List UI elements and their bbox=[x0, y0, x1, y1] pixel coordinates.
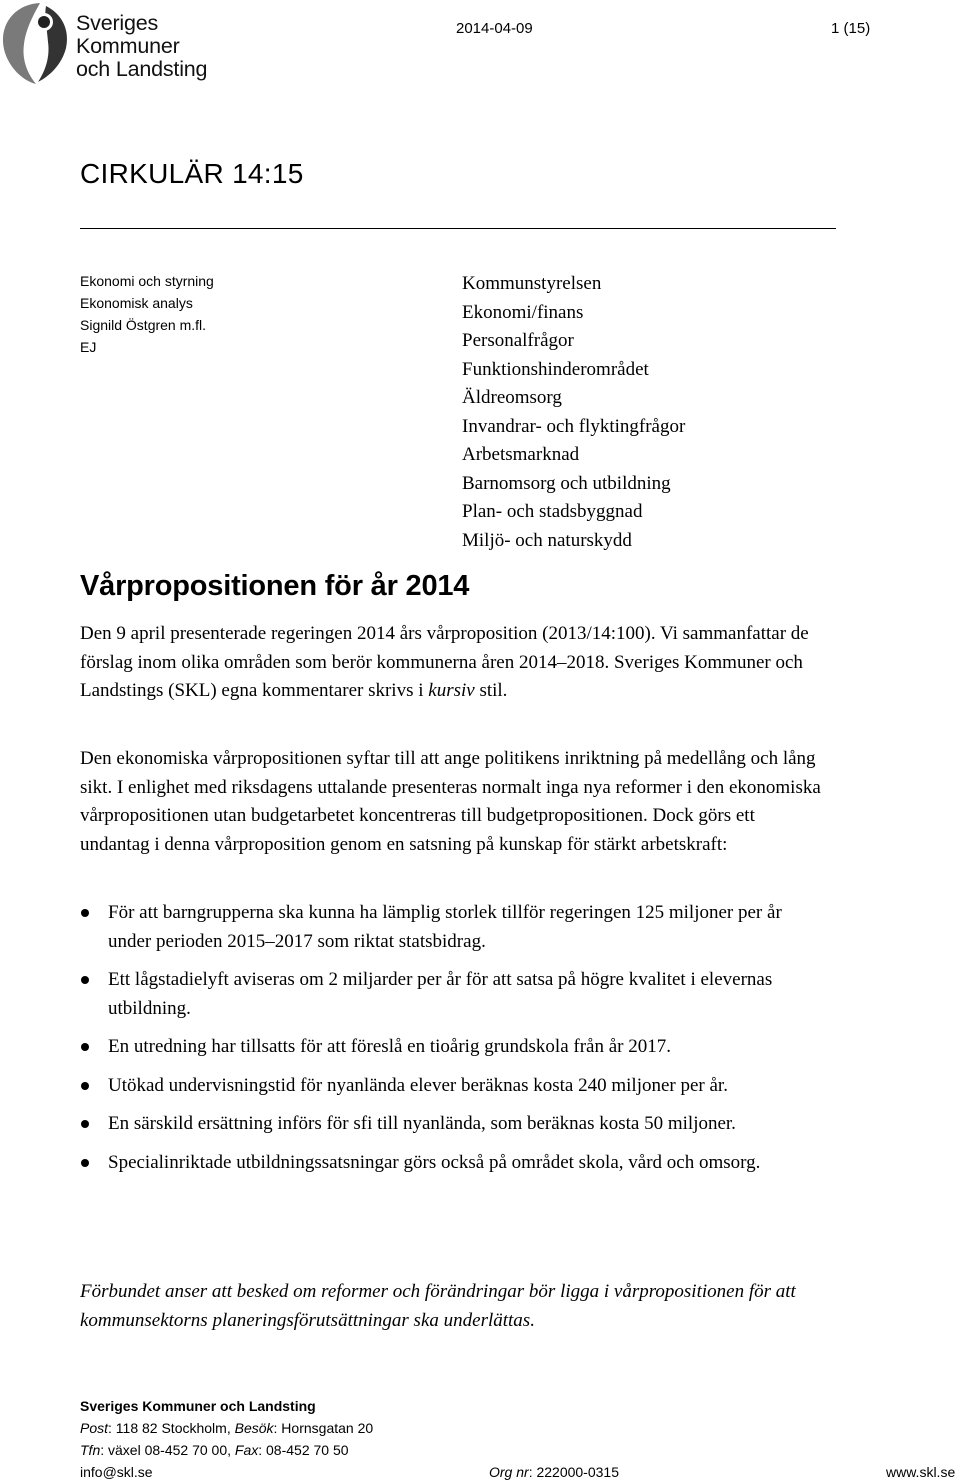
intro-text: Den 9 april presenterade regeringen 2014 års vårproposition (2013/14:100). Vi sammanfattar de förslag inom olika områden som berör kommunerna åren 2014–2018. Sveriges Kommuner och Landstings (SKL) egna kommentarer skrivs i bbox=[80, 623, 809, 701]
document-date: 2014-04-09 bbox=[456, 20, 533, 37]
recipient-item: Invandrar- och flyktingfrågor bbox=[462, 415, 686, 437]
footer-fax-label: Fax bbox=[234, 1442, 259, 1458]
bullet-icon bbox=[81, 1043, 89, 1051]
recipient-item: Miljö- och naturskydd bbox=[462, 529, 632, 551]
footer-visit-label: Besök bbox=[234, 1420, 274, 1436]
footer-fax-value: : 08-452 70 50 bbox=[258, 1442, 349, 1458]
list-item bbox=[80, 1110, 825, 1139]
footer-orgnr bbox=[489, 1461, 619, 1483]
footer-post-value: : 118 82 Stockholm, bbox=[108, 1420, 235, 1436]
footer-website-link[interactable]: www.skl.se bbox=[886, 1464, 956, 1480]
list-item-text: Ett lågstadielyft aviseras om 2 miljarder per år för att satsa på högre kvalitet i elevernas utbildning. bbox=[108, 969, 773, 1019]
section-heading: Vårpropositionen för år 2014 bbox=[80, 570, 470, 602]
logo-text-line-2: Kommuner bbox=[76, 34, 180, 58]
list-item bbox=[80, 966, 825, 1023]
footer-orgnr-value: : 222000-0315 bbox=[528, 1464, 619, 1480]
reform-list bbox=[80, 899, 825, 1187]
recipient-list bbox=[462, 270, 685, 555]
skl-emblem-icon bbox=[0, 0, 72, 86]
footer-org-name: Sveriges Kommuner och Landsting bbox=[80, 1398, 316, 1414]
footer-phone-value: : växel 08-452 70 00, bbox=[100, 1442, 235, 1458]
logo-text-line-1: Sveriges bbox=[76, 11, 159, 35]
recipient-item: Äldreomsorg bbox=[462, 387, 562, 408]
footer-orgnr-label: Org nr bbox=[489, 1464, 529, 1480]
list-item-text: En utredning har tillsatts för att föreslå en tioårig grundskola från år 2017. bbox=[108, 1036, 671, 1057]
list-item bbox=[80, 899, 825, 956]
list-item-text: För att barngrupperna ska kunna ha lämplig storlek tillför regeringen 125 miljoner per år under perioden 2015–2017 som riktat statsbidrag. bbox=[108, 902, 782, 952]
intro-paragraph bbox=[80, 620, 825, 706]
footer-address bbox=[80, 1417, 960, 1439]
page-footer bbox=[80, 1395, 960, 1483]
recipient-item: Personalfrågor bbox=[462, 330, 574, 351]
sender-section: Ekonomisk analys bbox=[80, 295, 193, 311]
list-item-text: Specialinriktade utbildningssatsningar görs också på området skola, vård och omsorg. bbox=[108, 1151, 761, 1173]
recipient-item: Ekonomi/finans bbox=[462, 301, 584, 323]
bullet-icon bbox=[81, 909, 89, 917]
recipient-item: Arbetsmarknad bbox=[462, 444, 580, 465]
skl-comment: Förbundet anser att besked om reformer och förändringar bör ligga i vårpropositionen för att kommunsektorns planeringsförutsättningar ska underlättas. bbox=[80, 1281, 796, 1331]
intro-tail: stil. bbox=[474, 680, 508, 701]
sender-initials: EJ bbox=[80, 339, 97, 355]
sender-author: Signild Östgren m.fl. bbox=[80, 317, 207, 333]
recipient-item: Kommunstyrelsen bbox=[462, 273, 602, 294]
recipient-item: Funktionshinderområdet bbox=[462, 358, 649, 380]
footer-email-link[interactable]: info@skl.se bbox=[80, 1464, 153, 1480]
footer-visit-value: : Hornsgatan 20 bbox=[273, 1420, 374, 1436]
bullet-icon bbox=[81, 976, 89, 984]
bullet-icon bbox=[81, 1120, 89, 1128]
list-item-text: En särskild ersättning införs för sfi till nyanlända, som beräknas kosta 50 miljoner. bbox=[108, 1113, 736, 1134]
summary-paragraph: Den ekonomiska vårpropositionen syftar till att ange politikens inriktning på medellång och lång sikt. I enlighet med riksdagens uttalande presenteras normalt inga nya reformer i den ekonomiska vårpropositionen utan budgetarbetet koncentreras till budgetpropositionen. Dock görs ett undantag i denna vårproposition genom en satsning på kunskap för stärkt arbetskraft: bbox=[80, 748, 821, 855]
bullet-icon bbox=[81, 1159, 89, 1167]
title-divider bbox=[80, 228, 836, 229]
footer-contact-row bbox=[80, 1461, 960, 1483]
sender-department: Ekonomi och styrning bbox=[80, 273, 214, 289]
sender-info bbox=[80, 270, 214, 358]
circular-title: CIRKULÄR 14:15 bbox=[80, 158, 304, 189]
footer-phone-label: Tfn bbox=[80, 1442, 101, 1458]
logo-text-line-3: och Landsting bbox=[76, 57, 208, 81]
list-item bbox=[80, 1149, 825, 1178]
bullet-icon bbox=[81, 1082, 89, 1090]
footer-post-label: Post bbox=[80, 1420, 109, 1436]
recipient-item: Plan- och stadsbyggnad bbox=[462, 501, 643, 522]
list-item-text: Utökad undervisningstid för nyanlända elever beräknas kosta 240 miljoner per år. bbox=[108, 1074, 728, 1096]
footer-phone bbox=[80, 1439, 960, 1461]
intro-italic-word: kursiv bbox=[428, 680, 475, 701]
list-item bbox=[80, 1072, 825, 1101]
skl-logo bbox=[0, 0, 220, 90]
list-item bbox=[80, 1033, 825, 1062]
recipient-item: Barnomsorg och utbildning bbox=[462, 472, 671, 494]
page-number: 1 (15) bbox=[831, 20, 871, 37]
